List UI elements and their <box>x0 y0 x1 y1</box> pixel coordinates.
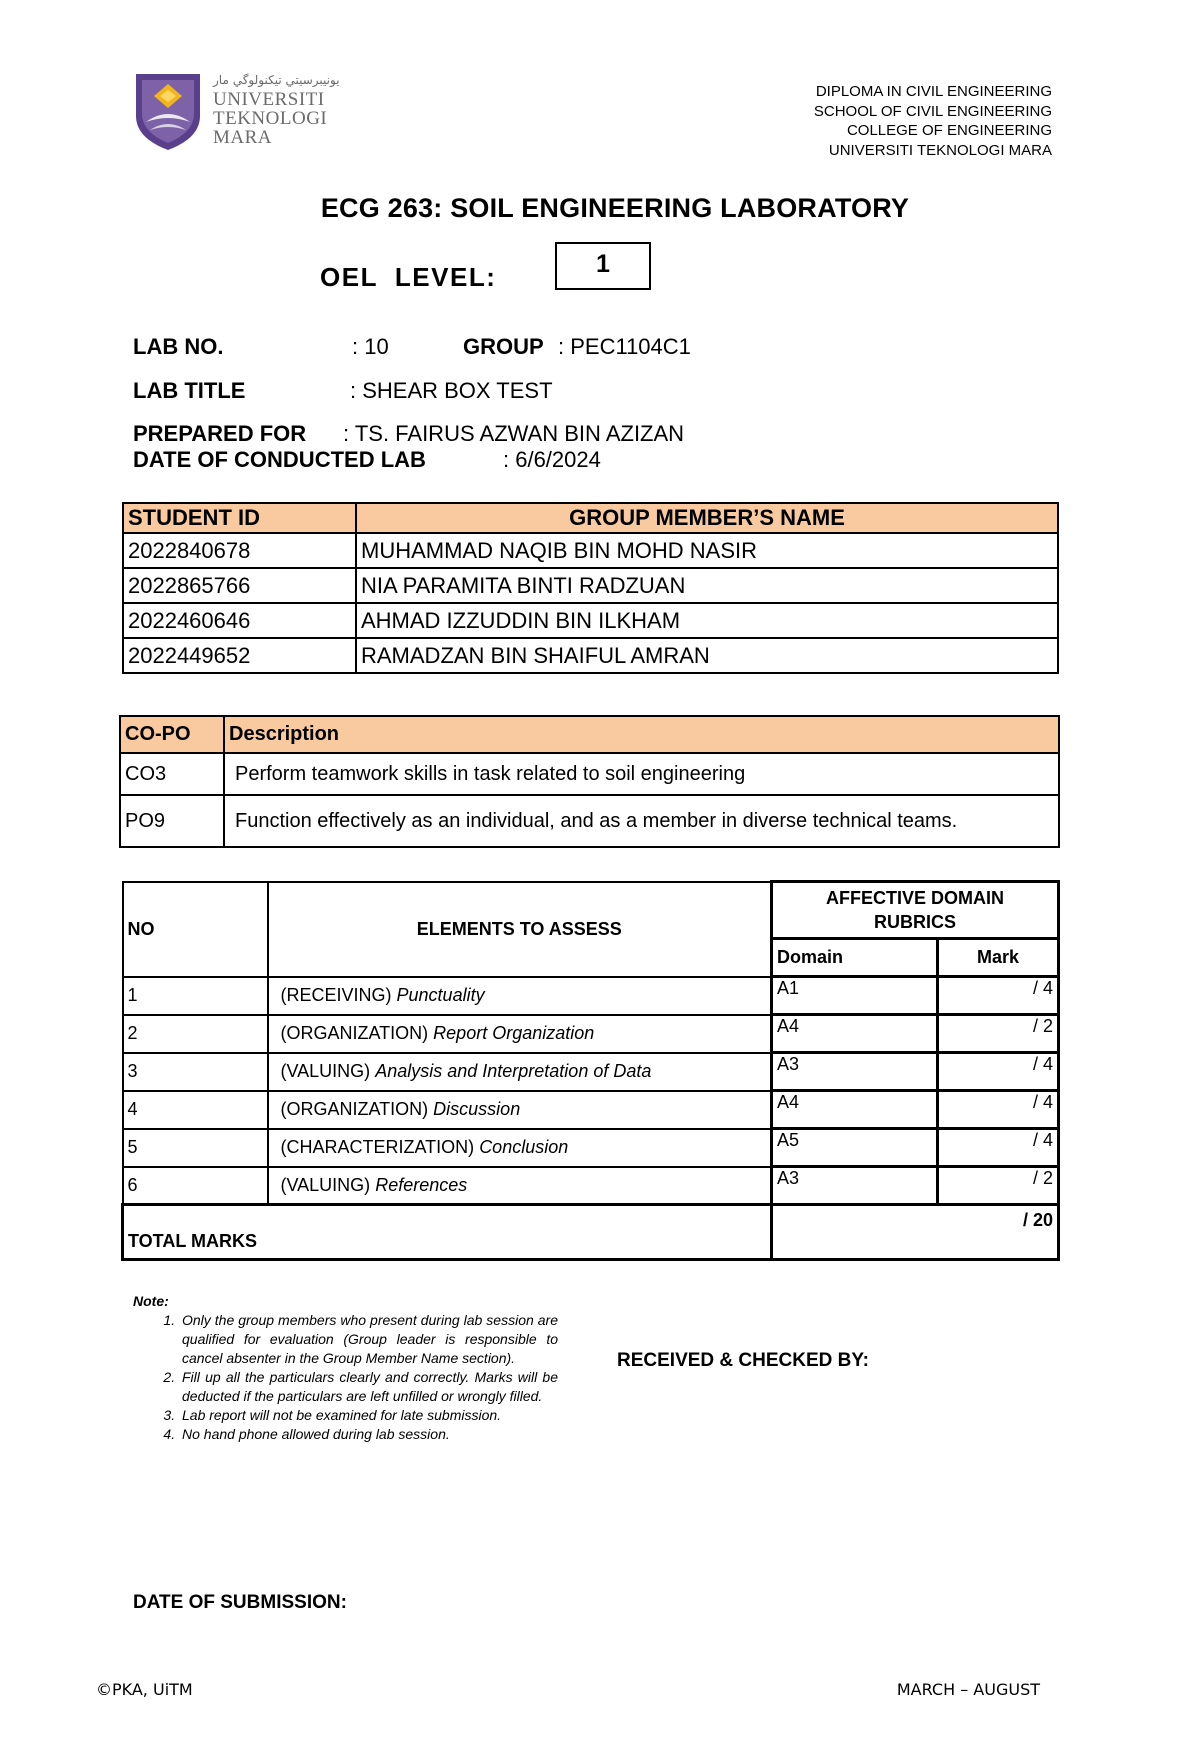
date-of-submission-label: DATE OF SUBMISSION: <box>133 1592 347 1613</box>
rubric-domain-cell: A3 <box>772 1053 938 1091</box>
table-row <box>123 1167 1059 1205</box>
oel-level-value: 1 <box>555 242 651 290</box>
no-header: NO <box>123 882 268 977</box>
copo-desc-cell: Function effectively as an individual, and as a member in diverse technical teams. <box>224 795 1059 847</box>
rubric-no-cell: 6 <box>123 1167 268 1205</box>
rubric-mark-cell: / 4 <box>938 977 1059 1015</box>
note-item: 1. Only the group members who present during lab session are qualified for evaluation (Group leader is responsible to cancel absenter in the Group Member Name section). <box>179 1311 558 1368</box>
notes-list <box>133 1311 558 1444</box>
logo-line: UNIVERSITI <box>213 89 325 110</box>
table-row <box>120 795 1059 847</box>
footer-session: MARCH – AUGUST <box>896 1680 1040 1699</box>
domain-header: Domain <box>772 939 938 977</box>
table-row <box>123 603 1058 638</box>
elements-header: ELEMENTS TO ASSESS <box>268 882 772 977</box>
rubric-domain-cell: A3 <box>772 1167 938 1205</box>
mark-header: Mark <box>938 939 1059 977</box>
student-id-cell: 2022460646 <box>123 603 356 638</box>
date-conducted-label: DATE OF CONDUCTED LAB <box>133 447 426 472</box>
table-row <box>123 533 1058 568</box>
student-id-cell: 2022840678 <box>123 533 356 568</box>
rubric-element-cell: (ORGANIZATION) Discussion <box>268 1091 772 1129</box>
affective-domain-header: AFFECTIVE DOMAIN RUBRICS <box>772 882 1059 939</box>
note-item: 2. Fill up all the particulars clearly and correctly. Marks will be deducted if the particulars are left unfilled or wrongly filled. <box>179 1368 558 1406</box>
table-row <box>123 568 1058 603</box>
logo-line: MARA <box>213 127 273 148</box>
rubric-table <box>121 880 1060 1261</box>
member-name-cell: MUHAMMAD NAQIB BIN MOHD NASIR <box>356 533 1058 568</box>
logo-line: TEKNOLOGI <box>213 108 328 129</box>
table-row <box>123 1053 1059 1091</box>
institution-line: COLLEGE OF ENGINEERING <box>846 122 1052 139</box>
rubric-domain-cell: A1 <box>772 977 938 1015</box>
course-title: ECG 263: SOIL ENGINEERING LABORATORY <box>320 193 910 223</box>
note-item: 3. Lab report will not be examined for late submission. <box>179 1406 558 1425</box>
logo-wordmark <box>213 90 327 147</box>
logo-jawi-text: ﯾﻮﻧﯿﺒﺮﺳﯿﺘﻲ ﺗﯿﻜﻨﻮﻟﻮﮔﻲ مار <box>213 73 340 87</box>
total-marks-label: TOTAL MARKS <box>123 1205 772 1260</box>
student-id-cell: 2022449652 <box>123 638 356 673</box>
institution-line: SCHOOL OF CIVIL ENGINEERING <box>813 102 1052 120</box>
institution-line: UNIVERSITI TEKNOLOGI MARA <box>828 141 1052 159</box>
members-header-row <box>123 503 1058 533</box>
institution-block <box>814 82 1052 160</box>
rubric-element-cell: (VALUING) References <box>268 1167 772 1205</box>
table-row <box>120 753 1059 795</box>
note-item: 4. No hand phone allowed during lab session. <box>179 1425 558 1444</box>
rubric-element-cell: (ORGANIZATION) Report Organization <box>268 1015 772 1053</box>
rubric-no-cell: 3 <box>123 1053 268 1091</box>
lab-no-value: : 10 <box>352 334 389 359</box>
uitm-logo <box>132 72 204 152</box>
rubric-mark-cell: / 4 <box>938 1129 1059 1167</box>
prepared-for-label: PREPARED FOR <box>133 421 307 446</box>
rubric-no-cell: 1 <box>123 977 268 1015</box>
footer-copyright: ©PKA, UiTM <box>96 1680 193 1699</box>
member-name-cell: NIA PARAMITA BINTI RADZUAN <box>356 568 1058 603</box>
group-value: : PEC1104C1 <box>558 334 691 359</box>
rubric-header-row <box>123 882 1059 939</box>
member-name-header: GROUP MEMBER’S NAME <box>356 503 1058 533</box>
rubric-element-cell: (RECEIVING) Punctuality <box>268 977 772 1015</box>
copo-header-row <box>120 716 1059 753</box>
copo-code-cell: CO3 <box>120 753 224 795</box>
table-row <box>123 1129 1059 1167</box>
members-table <box>122 502 1059 674</box>
rubric-no-cell: 2 <box>123 1015 268 1053</box>
rubric-no-cell: 4 <box>123 1091 268 1129</box>
lab-title-value: : SHEAR BOX TEST <box>350 378 553 403</box>
lab-title-label: LAB TITLE <box>133 378 246 403</box>
member-name-cell: AHMAD IZZUDDIN BIN ILKHAM <box>356 603 1058 638</box>
rubric-mark-cell: / 2 <box>938 1167 1059 1205</box>
rubric-mark-cell: / 4 <box>938 1091 1059 1129</box>
copo-table <box>119 715 1060 848</box>
lab-no-label: LAB NO. <box>133 334 224 359</box>
group-label: GROUP <box>463 334 544 359</box>
description-header: Description <box>224 716 1059 753</box>
rubric-mark-cell: / 4 <box>938 1053 1059 1091</box>
notes-title: Note: <box>133 1293 169 1309</box>
total-marks-value: / 20 <box>772 1205 1059 1260</box>
total-row <box>123 1205 1059 1260</box>
copo-code-cell: PO9 <box>120 795 224 847</box>
member-name-cell: RAMADZAN BIN SHAIFUL AMRAN <box>356 638 1058 673</box>
rubric-domain-cell: A5 <box>772 1129 938 1167</box>
table-row <box>123 1091 1059 1129</box>
student-id-cell: 2022865766 <box>123 568 356 603</box>
oel-level-label: OEL LEVEL: <box>320 262 497 292</box>
institution-line: DIPLOMA IN CIVIL ENGINEERING <box>815 83 1052 100</box>
notes-block <box>133 1292 558 1444</box>
rubric-element-cell: (VALUING) Analysis and Interpretation of Data <box>268 1053 772 1091</box>
copo-header: CO-PO <box>120 716 224 753</box>
table-row <box>123 977 1059 1015</box>
rubric-mark-cell: / 2 <box>938 1015 1059 1053</box>
table-row <box>123 1015 1059 1053</box>
prepared-for-value: : TS. FAIRUS AZWAN BIN AZIZAN <box>343 421 685 446</box>
received-checked-label: RECEIVED & CHECKED BY: <box>617 1350 869 1371</box>
rubric-no-cell: 5 <box>123 1129 268 1167</box>
rubric-domain-cell: A4 <box>772 1091 938 1129</box>
student-id-header: STUDENT ID <box>123 503 356 533</box>
rubric-element-cell: (CHARACTERIZATION) Conclusion <box>268 1129 772 1167</box>
date-conducted-value: : 6/6/2024 <box>503 447 601 472</box>
table-row <box>123 638 1058 673</box>
rubric-domain-cell: A4 <box>772 1015 938 1053</box>
copo-desc-cell: Perform teamwork skills in task related to soil engineering <box>224 753 1059 795</box>
